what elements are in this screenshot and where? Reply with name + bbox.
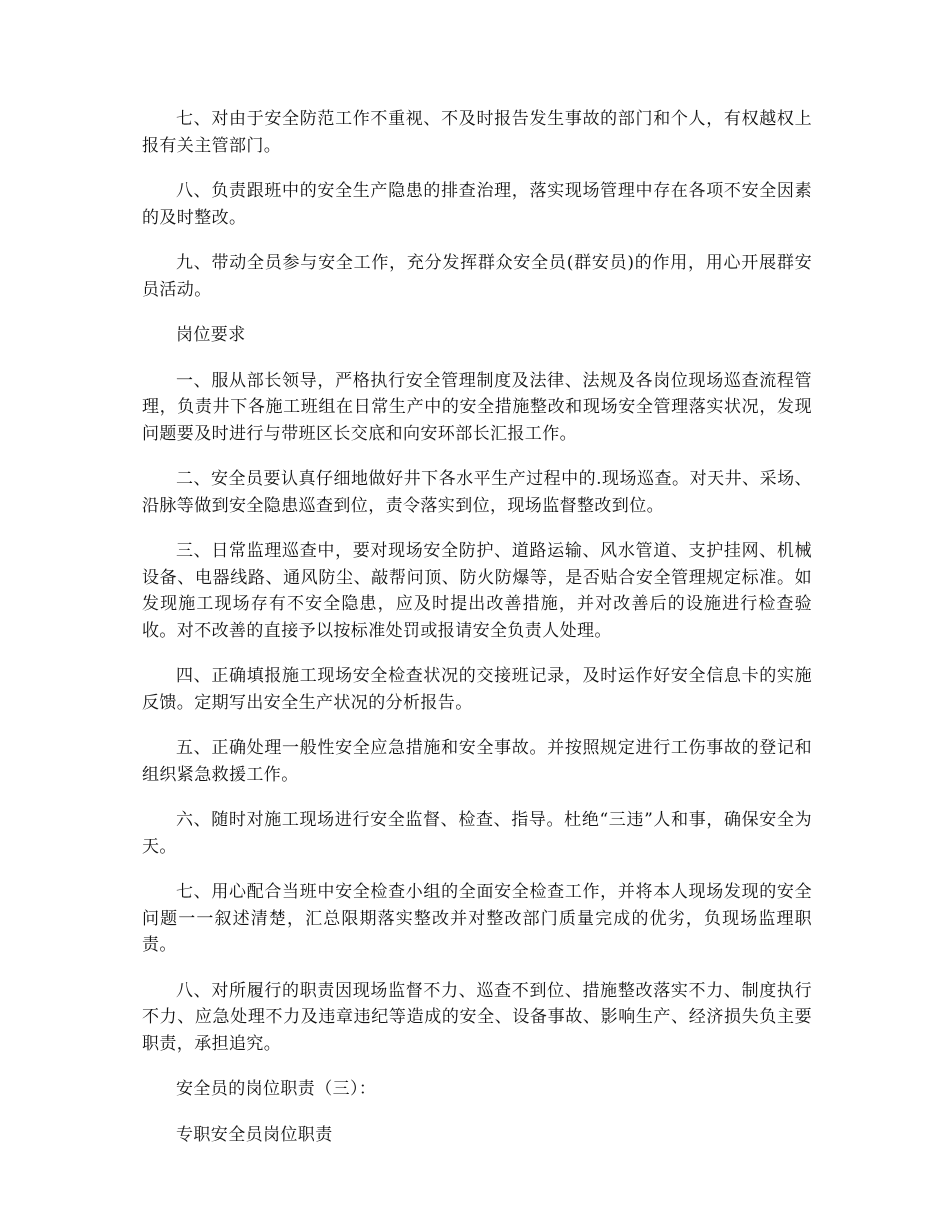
requirement-item-6: 六、随时对施工现场进行安全监督、检查、指导。杜绝“三违”人和事，确保安全为天。 [142,810,812,857]
section-heading-job-requirements: 岗位要求 [176,325,246,345]
section-heading-fulltime-safety-officer: 专职安全员岗位职责 [176,1124,333,1145]
requirement-item-1: 一、服从部长领导，严格执行安全管理制度及法律、法规及各岗位现场巡查流程管理，负责井下各施工班组在日常生产中的安全措施整改和现场安全管理落实状况，发现问题要及时进行与带班区长交底和向安环部长汇报工作。 [142,370,812,444]
requirement-item-7: 七、用心配合当班中安全检查小组的全面安全检查工作，并将本人现场发现的安全问题一一叙述清楚，汇总限期落实整改并对整改部门质量完成的优劣，负现场监理职责。 [142,882,812,955]
requirement-item-8: 八、对所履行的职责因现场监督不力、巡查不到位、措施整改落实不力、制度执行不力、应急处理不力及违章违纪等造成的安全、设备事故、影响生产、经济损失负主要职责，承担追究。 [142,980,812,1054]
paragraph-item-9-group-safety: 九、带动全员参与安全工作，充分发挥群众安全员(群安员)的作用，用心开展群安员活动。 [142,253,812,300]
requirement-item-4: 四、正确填报施工现场安全检查状况的交接班记录，及时运作好安全信息卡的实施反馈。定期写出安全生产状况的分析报告。 [142,666,812,713]
requirement-item-5: 五、正确处理一般性安全应急措施和安全事故。并按照规定进行工伤事故的登记和组织紧急救援工作。 [142,738,812,785]
paragraph-item-8-hazard-rectification: 八、负责跟班中的安全生产隐患的排查治理，落实现场管理中存在各项不安全因素的及时整改。 [142,181,812,228]
document-body [142,106,812,1167]
paragraph-item-7-report-rights: 七、对由于安全防范工作不重视、不及时报告发生事故的部门和个人，有权越权上报有关主管部门。 [142,109,812,156]
requirement-item-2: 二、安全员要认真仔细地做好井下各水平生产过程中的.现场巡查。对天井、采场、沿脉等做到安全隐患巡查到位，责令落实到位，现场监督整改到位。 [142,469,812,516]
requirement-item-3: 三、日常监理巡查中，要对现场安全防护、道路运输、风水管道、支护挂网、机械设备、电器线路、通风防尘、敲帮问顶、防火防爆等，是否贴合安全管理规定标准。如发现施工现场存有不安全隐患，应及时提出改善措施，并对改善后的设施进行检查验收。对不改善的直接予以按标准处罚或报请安全负责人处理。 [142,541,812,641]
section-heading-duties-three: 安全员的岗位职责（三）： [176,1079,377,1099]
